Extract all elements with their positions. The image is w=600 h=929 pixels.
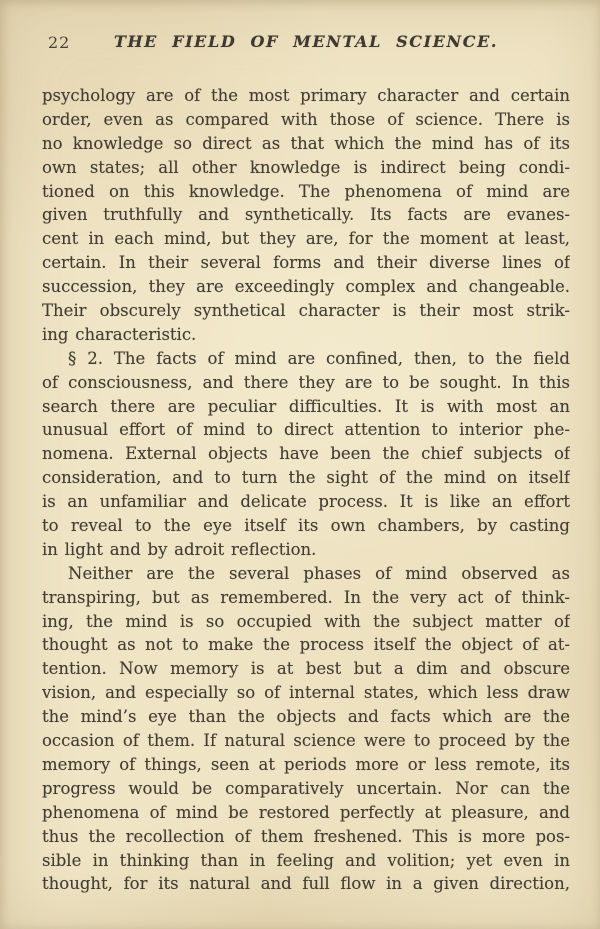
- paragraph: [42, 562, 570, 896]
- text-line: § 2. The facts of mind are confined, then, to the field: [68, 348, 570, 368]
- text-line: consideration, and to turn the sight of the mind on itself: [42, 468, 570, 488]
- text-line: no knowledge so direct as that which the mind has of its: [42, 133, 570, 153]
- text-line: transpiring, but as remembered. In the very act of think-: [42, 587, 570, 607]
- text-line: sible in thinking than in feeling and volition; yet even in: [42, 850, 570, 870]
- text-line: Their obscurely synthetical character is their most strik-: [42, 301, 570, 321]
- text-line: search there are peculiar difficulties. It is with most an: [42, 396, 570, 416]
- text-line: thus the recollection of them freshened. This is more pos-: [42, 826, 570, 846]
- text-line: to reveal to the eye itself its own chambers, by casting: [42, 516, 570, 536]
- text-line: tioned on this knowledge. The phenomena of mind are: [42, 181, 570, 201]
- text-line: in light and by adroit reflection.: [42, 539, 317, 559]
- text-line: nomena. External objects have been the chief subjects of: [42, 444, 570, 464]
- paragraph: [42, 347, 570, 562]
- running-header: [42, 31, 570, 53]
- text-line: phenomena of mind be restored perfectly at pleasure, and: [42, 802, 570, 822]
- text-line: thought, for its natural and full flow in a given direction,: [42, 874, 570, 894]
- paragraph: [42, 84, 570, 347]
- text-line: succession, they are exceedingly complex and changeable.: [42, 277, 570, 297]
- text-line: certain. In their several forms and their diverse lines of: [42, 253, 570, 273]
- text-line: is an unfamiliar and delicate process. It is like an effort: [42, 492, 570, 512]
- text-line: progress would be comparatively uncertain. Nor can the: [42, 778, 570, 798]
- text-line: unusual effort of mind to direct attention to interior phe-: [42, 420, 570, 440]
- text-line: psychology are of the most primary character and certain: [42, 86, 570, 105]
- text-line: cent in each mind, but they are, for the moment at least,: [42, 229, 570, 249]
- text-line: own states; all other knowledge is indirect being condi-: [42, 157, 570, 177]
- text-line: the mind’s eye than the objects and facts which are the: [42, 707, 570, 727]
- text-line: occasion of them. If natural science were to proceed by the: [42, 731, 570, 751]
- running-title: THE FIELD OF MENTAL SCIENCE.: [113, 32, 499, 51]
- page-text: [42, 84, 570, 896]
- text-line: of consciousness, and there they are to be sought. In this: [42, 372, 570, 392]
- text-line: vision, and especially so of internal states, which less draw: [42, 683, 570, 703]
- text-line: ing characteristic.: [42, 324, 197, 344]
- text-line: order, even as compared with those of science. There is: [42, 109, 570, 129]
- text-line: given truthfully and synthetically. Its facts are evanes-: [42, 205, 570, 225]
- text-line: tention. Now memory is at best but a dim and obscure: [42, 659, 570, 679]
- text-line: thought as not to make the process itself the object of at-: [42, 635, 570, 655]
- text-line: Neither are the several phases of mind observed as: [68, 563, 570, 583]
- page-number: 22: [48, 33, 71, 52]
- text-line: memory of things, seen at periods more or less remote, its: [42, 754, 570, 774]
- text-line: ing, the mind is so occupied with the subject matter of: [42, 611, 570, 631]
